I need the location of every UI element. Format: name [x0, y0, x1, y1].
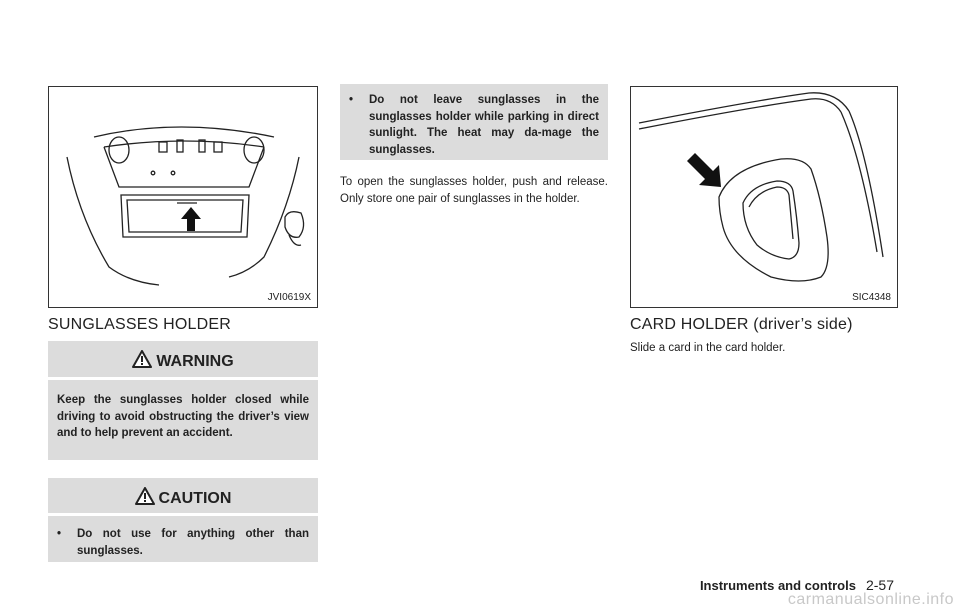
footer-section: Instruments and controls: [699, 578, 856, 593]
warning-title-text: WARNING: [156, 353, 234, 370]
caution-bullet-text: Do not leave sunglasses in the sunglasses holder while parking in direct sunlight. The heat may da-mage the sunglasses.: [369, 94, 599, 156]
caution-title: [48, 487, 318, 508]
warning-title: [48, 350, 318, 371]
caution-title-text: CAUTION: [158, 490, 232, 507]
watermark: carmanualsonline.info: [787, 591, 954, 608]
card-holder-heading: CARD HOLDER (driver’s side): [630, 316, 853, 333]
warning-icon: [132, 350, 152, 368]
caution-body-box-2: [340, 84, 608, 160]
warning-text: Keep the sunglasses holder closed while driving to avoid obstructing the driver’s view and to help prevent an accident.: [57, 394, 309, 439]
sunglasses-holder-illustration: [49, 87, 317, 307]
page-number: 2-57: [865, 577, 894, 593]
warning-box: [48, 341, 318, 377]
caution-body-box-1: [48, 516, 318, 562]
bullet-dot: •: [57, 528, 62, 540]
bullet-dot: •: [349, 94, 354, 106]
caution-box: [48, 478, 318, 513]
sunglasses-holder-figure: [48, 86, 318, 308]
figure-id: JVI0619X: [267, 292, 311, 303]
caution-icon: [135, 487, 155, 505]
warning-body-box: [48, 380, 318, 460]
card-holder-illustration: [631, 87, 897, 307]
figure-id: SIC4348: [852, 292, 891, 303]
caution-bullet-text: Do not use for anything other than sunglasses.: [77, 528, 309, 557]
sunglasses-holder-heading: SUNGLASSES HOLDER: [48, 316, 232, 333]
card-holder-instructions: Slide a card in the card holder.: [630, 342, 786, 354]
card-holder-figure: [630, 86, 898, 308]
sunglasses-holder-instructions: To open the sunglasses holder, push and release. Only store one pair of sunglasses in the holder.: [340, 176, 608, 205]
